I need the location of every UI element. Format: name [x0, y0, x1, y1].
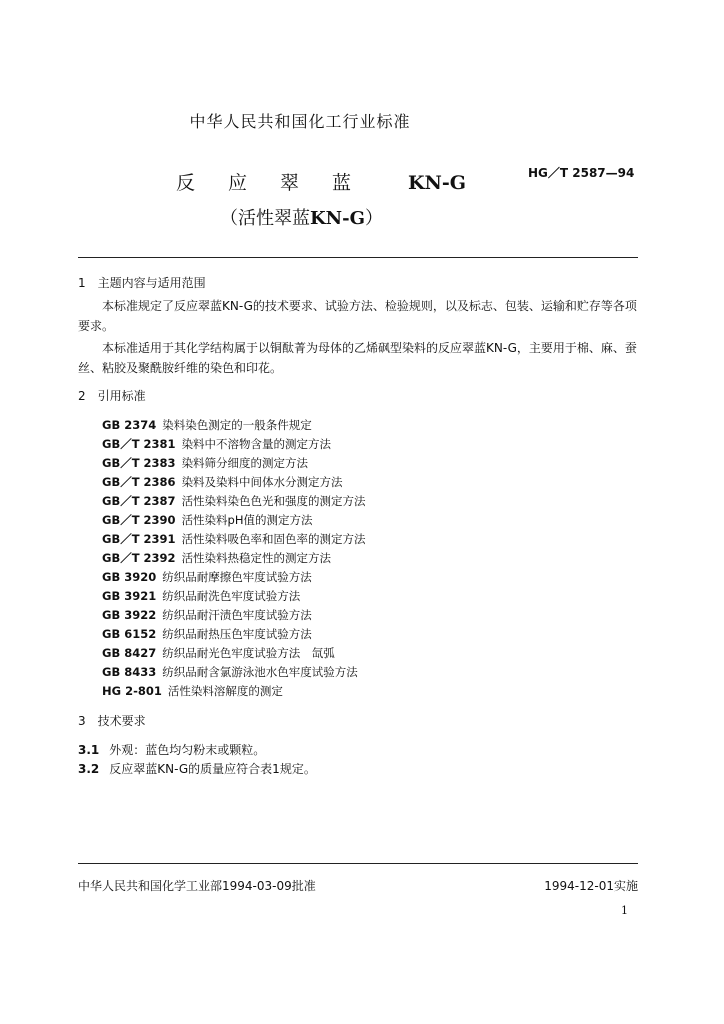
reference-item — [102, 455, 308, 471]
reference-item — [102, 664, 358, 680]
reference-code: GB／T 2383 — [102, 456, 176, 470]
reference-code: GB／T 2390 — [102, 513, 176, 527]
reference-title: 活性染料热稳定性的测定方法 — [181, 551, 332, 565]
reference-code: GB／T 2391 — [102, 532, 176, 546]
subtitle-code: KN-G — [310, 208, 365, 229]
section-2-heading: 2 引用标准 — [78, 389, 146, 403]
title-char: 蓝 — [332, 172, 352, 194]
clause-text: 反应翠蓝KN-G的质量应符合表1规定。 — [109, 762, 316, 776]
clause-number: 3.2 — [78, 762, 100, 776]
reference-title: 纺织品耐摩擦色牢度试验方法 — [162, 570, 312, 584]
reference-title: 染料筛分细度的测定方法 — [181, 456, 309, 470]
reference-item — [102, 531, 366, 547]
reference-title: 染料中不溶物含量的测定方法 — [181, 437, 332, 451]
header-divider — [78, 257, 638, 258]
page-number: 1 — [621, 904, 628, 917]
reference-title: 染料染色测定的一般条件规定 — [162, 418, 312, 432]
section-3-heading: 3 技术要求 — [78, 714, 146, 728]
standard-body-header: 中华人民共和国化工行业标准 — [189, 112, 411, 131]
reference-code: GB 8427 — [102, 646, 157, 660]
reference-code: GB 2374 — [102, 418, 157, 432]
section-1-paragraph-2: 本标准适用于其化学结构属于以铜酞菁为母体的乙烯砜型染料的反应翠蓝KN-G，主要用于棉、麻、蚕丝、粘胶及聚酰胺纤维的染色和印花。 — [78, 341, 637, 375]
reference-code: GB 3922 — [102, 608, 157, 622]
reference-item — [102, 645, 335, 661]
reference-item — [102, 569, 312, 585]
reference-item — [102, 607, 312, 623]
reference-title: 纺织品耐光色牢度试验方法 氙弧 — [162, 646, 335, 660]
reference-title: 纺织品耐热压色牢度试验方法 — [162, 627, 312, 641]
reference-code: GB 6152 — [102, 627, 157, 641]
reference-code: GB／T 2387 — [102, 494, 176, 508]
reference-item — [102, 474, 343, 490]
approval-line: 中华人民共和国化学工业部1994-03-09批准 — [78, 879, 316, 893]
reference-title: 活性染料pH值的测定方法 — [181, 513, 313, 527]
reference-code: GB／T 2392 — [102, 551, 176, 565]
reference-title: 活性染料溶解度的测定 — [167, 684, 283, 698]
reference-title: 纺织品耐含氯游泳池水色牢度试验方法 — [162, 665, 358, 679]
reference-code: GB／T 2386 — [102, 475, 176, 489]
footer-divider — [78, 863, 638, 864]
document-subtitle — [220, 204, 383, 230]
section-1-paragraph-1: 本标准规定了反应翠蓝KN-G的技术要求、试验方法、检验规则，以及标志、包装、运输和贮存等各项要求。 — [78, 299, 637, 333]
reference-item — [102, 683, 283, 699]
reference-title: 活性染料染色色光和强度的测定方法 — [181, 494, 366, 508]
clause-number: 3.1 — [78, 743, 100, 757]
title-char: 应 — [228, 172, 248, 194]
standard-number: HG／T 2587—94 — [528, 166, 635, 180]
reference-code: GB 3921 — [102, 589, 157, 603]
reference-title: 纺织品耐汗渍色牢度试验方法 — [162, 608, 312, 622]
title-char: 反 — [176, 172, 196, 194]
section-1-heading: 1 主题内容与适用范围 — [78, 276, 206, 290]
reference-code: HG 2-801 — [102, 684, 162, 698]
reference-item — [102, 417, 312, 433]
reference-item — [102, 626, 312, 642]
clause-item — [78, 760, 316, 777]
clause-item — [78, 741, 265, 758]
document-title — [176, 168, 466, 195]
title-code: KN-G — [408, 172, 466, 194]
reference-title: 染料及染料中间体水分测定方法 — [181, 475, 343, 489]
reference-title: 活性染料吸色率和固色率的测定方法 — [181, 532, 366, 546]
reference-code: GB 3920 — [102, 570, 157, 584]
reference-item — [102, 588, 300, 604]
subtitle-prefix: （活性翠蓝 — [220, 208, 310, 229]
reference-code: GB／T 2381 — [102, 437, 176, 451]
reference-code: GB 8433 — [102, 665, 157, 679]
implementation-date: 1994-12-01实施 — [544, 879, 638, 893]
clause-text: 外观：蓝色均匀粉末或颗粒。 — [109, 743, 266, 757]
reference-item — [102, 550, 331, 566]
title-char: 翠 — [280, 172, 300, 194]
subtitle-suffix: ） — [364, 208, 383, 229]
reference-item — [102, 512, 313, 528]
reference-item — [102, 436, 331, 452]
reference-item — [102, 493, 366, 509]
reference-title: 纺织品耐洗色牢度试验方法 — [162, 589, 301, 603]
